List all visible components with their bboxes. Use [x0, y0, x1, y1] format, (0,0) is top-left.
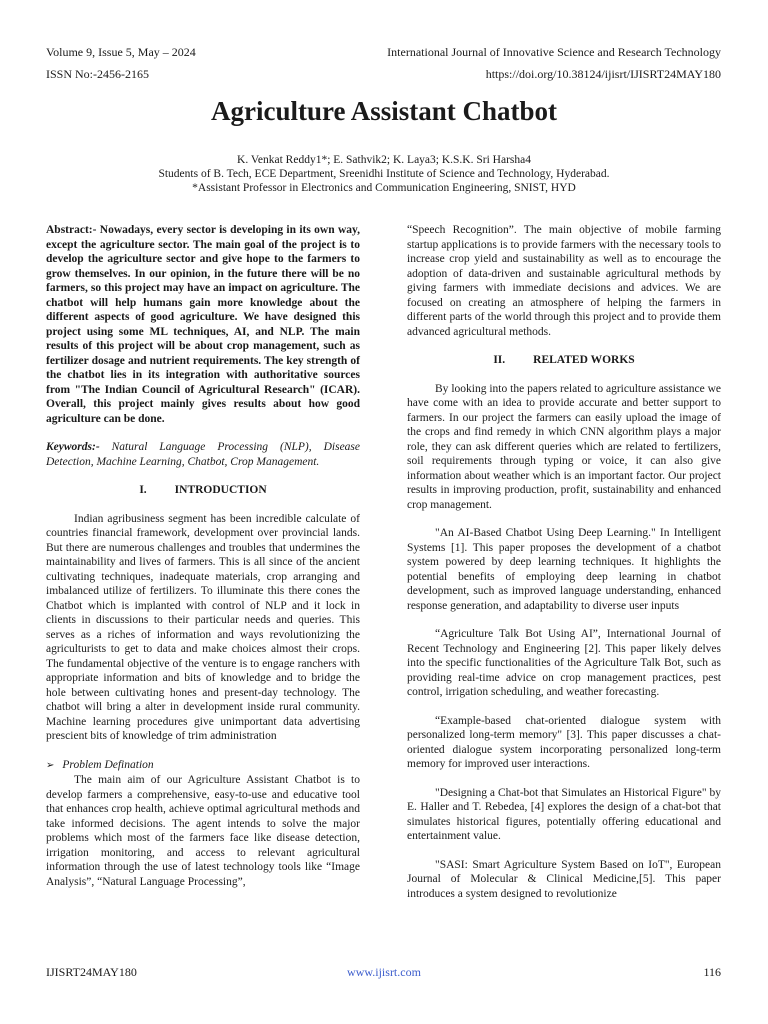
continued-paragraph: “Speech Recognition”. The main objective of mobile farming startup applications is to provide farmers with the necessary tools to increase crop yield and sustainability as well as to encourage the adoption of data-driven and sustainable agricultural methods by giving farmers with immediate decisions and advices. We are focused on creating an atmosphere of helping the farmers in different parts of the world through this project and to provide them advanced agricultural methods. — [407, 224, 721, 338]
section-title: INTRODUCTION — [174, 484, 267, 496]
section-heading-introduction — [46, 483, 360, 498]
issn: ISSN No:-2456-2165 — [46, 67, 150, 81]
subheading-problem — [46, 758, 360, 774]
related-paragraph: "Designing a Chat-bot that Simulates an Historical Figure" by E. Haller and T. Rebedea, [4] explores the design of a chat-bot that simulates historical figures, potentially offering educational and entertainment value. — [407, 786, 721, 842]
section-number: II. — [493, 354, 506, 366]
related-paragraph: By looking into the papers related to agriculture assistance we have come with an idea to provide accurate and better support to farmers. In our project the farmers can easily upload the image of the crops and find remedy in which CNN algorithm plays a major role, they can ask different queries which are related to fertilizers, soil requirements through typing or voice, it can also give information about weather which is an important factor. Our project results in improving production, profit, sustainability and enhanced crop management. — [407, 382, 721, 511]
related-paragraph: "An AI-Based Chatbot Using Deep Learning." In Intelligent Systems [1]. This paper proposes the development of a chatbot system powered by deep learning techniques. It highlights the potential benefits of employing deep learning in chatbot development, such as improved language understanding, enhanced response generation, and adaptability to diverse user inputs — [407, 527, 721, 612]
section-heading-related-works — [407, 353, 721, 368]
footer-code: IJISRT24MAY180 — [46, 965, 137, 979]
keywords-label: Keywords:- — [46, 441, 100, 453]
problem-paragraph: The main aim of our Agriculture Assistant Chatbot is to develop farmers a comprehensive, easy-to-use and educative tool that enhances crop health, achieve optimal agricultural methods and take informed decisions. The agent intends to solve the major problems which most of the farmers face like disease detection, irrigation monitoring, and access to relevant agricultural information through the use of latest technology tools like “Image Analysis”, “Natural Language Processing”, — [46, 774, 360, 888]
journal-name: International Journal of Innovative Science and Research Technology — [387, 45, 721, 59]
authors: K. Venkat Reddy1*; E. Sathvik2; K. Laya3; K.S.K. Sri Harsha4 — [237, 154, 531, 166]
section-title: RELATED WORKS — [533, 354, 635, 366]
related-paragraph: “Agriculture Talk Bot Using AI”, International Journal of Recent Technology and Engineering [2]. This paper likely delves into the specific functionalities of the Agriculture Talk Bot, such as providing real-time advice on crop management practices, pest control, irrigation scheduling, and weather forecasting. — [407, 628, 721, 698]
doi-link[interactable]: https://doi.org/10.38124/ijisrt/IJISRT24MAY180 — [485, 67, 721, 81]
corresponding-affiliation: *Assistant Professor in Electronics and Communication Engineering, SNIST, HYD — [192, 182, 576, 194]
abstract: Abstract:- Nowadays, every sector is developing in its own way, except the agriculture sector. The main goal of the project is to develop the agriculture sector and give hope to the farmers to grow themselves. In our opinion, in the future there will be no farmers, so this project may have an impact on agriculture. The chatbot will help humans gain more knowledge about the different aspects of good agriculture. We have designed this project using some ML techniques, AI, and NLP. The main results of this project will be about crop management, such as fertilizer dosage and nutrient requirements. The key strength of the chatbot lies in its integration with authoritative sources from "The Indian Council of Agricultural Research" (ICAR). Overall, this project mainly gives results about how good agriculture can be done. — [46, 224, 360, 425]
left-column — [46, 223, 360, 889]
keywords-text: Natural Language Processing (NLP), Disease Detection, Machine Learning, Chatbot, Crop Management. — [46, 441, 361, 468]
footer-site-link[interactable]: www.ijisrt.com — [347, 965, 421, 979]
related-paragraph: “Example-based chat-oriented dialogue system with personalized long-term memory" [3]. This paper discusses a chat-oriented dialogue system incorporating personalized long-term memory for improved user interactions. — [407, 714, 721, 770]
paper-title: Agriculture Assistant Chatbot — [210, 96, 558, 126]
arrow-bullet-icon: ➢ — [46, 759, 55, 771]
page-number: 116 — [703, 965, 721, 979]
introduction-paragraph: Indian agribusiness segment has been incredible calculate of countries financial framework, development over provincial lands. But there are numerous challenges and troubles that undermines the maintainability and lives of farmers. This is all since of the ancient cultivating techniques, inadequate materials, crop arranging and imbalanced utilize of fertilizers. To illuminate this there cones the Chatbot which is implanted with control of NLP and it lock in clients in discussions to their particular needs and queries. This serves as a riches of information and ways revolutionizing the agriculturists to get to data and make choices almost their crops. The fundamental objective of the venture is to engage ranchers with appropriate information and bits of knowledge and to bridge the hole between cultivating hones and present-day technology. The chatbot will bring a alter in development inside rural community. Machine learning procedures give unimportant data advertising prescient bits of knowledge of trim administration — [46, 512, 360, 742]
section-number: I. — [139, 484, 147, 496]
subheading-text: Problem Defination — [62, 758, 154, 771]
keywords — [46, 440, 360, 469]
right-column — [407, 223, 721, 901]
volume-info: Volume 9, Issue 5, May – 2024 — [46, 45, 196, 59]
affiliation: Students of B. Tech, ECE Department, Sreenidhi Institute of Science and Technology, Hyderabad. — [158, 168, 610, 180]
related-paragraph: "SASI: Smart Agriculture System Based on IoT", European Journal of Molecular & Clinical Medicine,[5]. This paper introduces a system designed to revolutionize — [407, 858, 721, 900]
